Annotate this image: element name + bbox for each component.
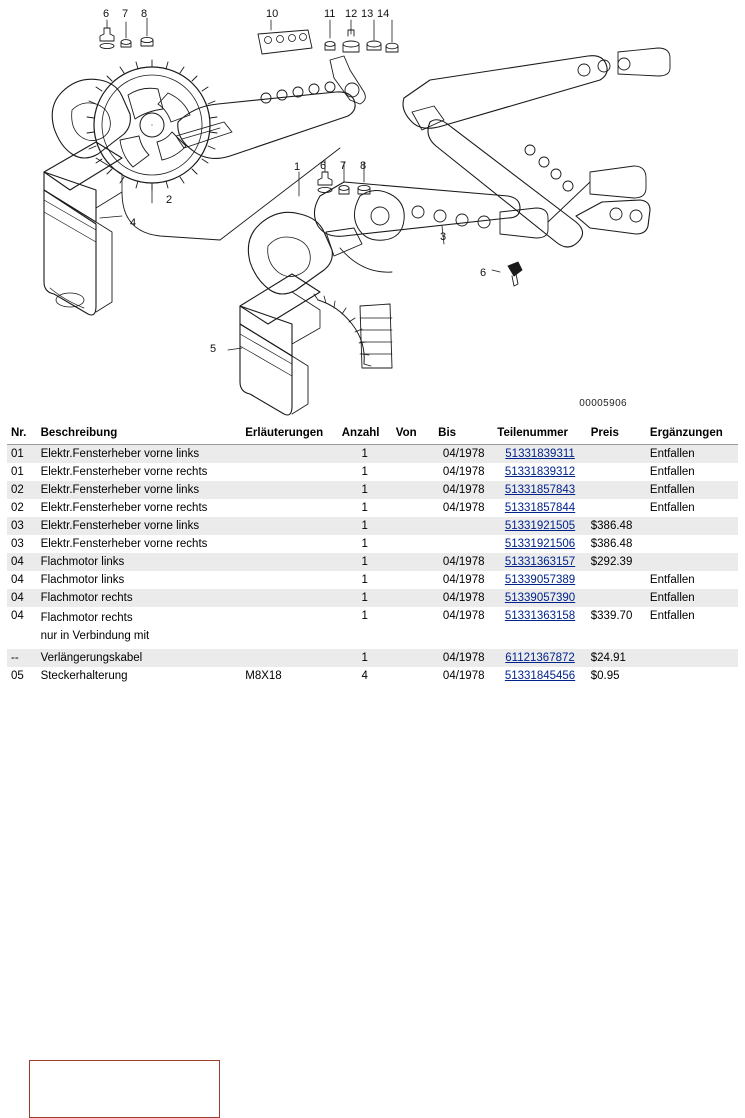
cell-from	[392, 589, 434, 607]
parts-table-container	[0, 424, 745, 685]
cell-to	[434, 517, 493, 535]
callout-1: 1	[294, 161, 301, 173]
cell-qty: 1	[338, 445, 392, 464]
cell-part-number[interactable]	[493, 571, 586, 589]
part-number-link[interactable]: 51331363157	[504, 556, 576, 568]
diagram-code: 00005906	[579, 398, 627, 409]
cell-nr: 03	[7, 517, 37, 535]
parts-table	[7, 424, 738, 685]
description-line: nur in Verbindung mit	[40, 629, 150, 642]
cell-notes	[241, 517, 337, 535]
table-row	[7, 463, 738, 481]
cell-price: $386.48	[587, 517, 646, 535]
parts-table-body	[7, 445, 738, 685]
cell-qty: 1	[338, 553, 392, 571]
cell-to	[434, 535, 493, 553]
callout-11: 11	[324, 8, 336, 20]
table-header-row	[7, 424, 738, 445]
cell-description: Elektr.Fensterheber vorne rechts	[37, 499, 242, 517]
table-row	[7, 667, 738, 685]
cell-notes	[241, 571, 337, 589]
cell-qty: 1	[338, 481, 392, 499]
cell-from	[392, 517, 434, 535]
callout-8-mid: 8	[360, 160, 367, 172]
cell-additions: Entfallen	[646, 481, 738, 499]
cell-additions: Entfallen	[646, 445, 738, 464]
cell-price: $292.39	[587, 553, 646, 571]
cell-description: Verlängerungskabel	[37, 649, 242, 667]
cell-part-number[interactable]	[493, 589, 586, 607]
cell-notes	[241, 499, 337, 517]
cell-from	[392, 463, 434, 481]
cell-to: 04/1978	[434, 499, 493, 517]
cell-qty: 1	[338, 463, 392, 481]
part-number-link[interactable]: 51339057389	[504, 574, 576, 586]
cell-additions: Entfallen	[646, 607, 738, 649]
callout-6-top: 6	[103, 8, 110, 20]
cell-price: $24.91	[587, 649, 646, 667]
cell-to: 04/1978	[434, 589, 493, 607]
part-number-link[interactable]: 51331921505	[504, 520, 576, 532]
cell-part-number[interactable]	[493, 481, 586, 499]
cell-nr: --	[7, 649, 37, 667]
callout-7-top: 7	[122, 8, 129, 20]
cell-description: Flachmotor links	[37, 571, 242, 589]
cell-description: Elektr.Fensterheber vorne rechts	[37, 463, 242, 481]
cell-price	[587, 481, 646, 499]
cell-description: Flachmotor links	[37, 553, 242, 571]
cell-nr: 05	[7, 667, 37, 685]
header-from: Von	[392, 424, 434, 445]
cell-from	[392, 553, 434, 571]
cell-description: Elektr.Fensterheber vorne links	[37, 445, 242, 464]
header-description: Beschreibung	[37, 424, 242, 445]
cell-to: 04/1978	[434, 481, 493, 499]
part-number-link[interactable]: 51339057390	[504, 592, 576, 604]
part-number-link[interactable]: 51331839311	[505, 448, 575, 460]
cell-nr: 04	[7, 589, 37, 607]
header-additions: Ergänzungen	[646, 424, 738, 445]
callout-6-low: 6	[480, 267, 487, 279]
cell-qty: 1	[338, 571, 392, 589]
table-row	[7, 571, 738, 589]
cell-nr: 04	[7, 553, 37, 571]
header-qty: Anzahl	[338, 424, 392, 445]
part-number-link[interactable]: 61121367872	[505, 651, 575, 664]
parts-table-head	[7, 424, 738, 445]
part-number-link[interactable]: 51331857844	[504, 502, 576, 514]
cell-part-number[interactable]	[493, 649, 586, 667]
cell-part-number[interactable]	[493, 535, 586, 553]
cell-description: Steckerhalterung	[37, 667, 242, 685]
callout-7-mid: 7	[340, 160, 347, 172]
part-number-link[interactable]: 51331845456	[504, 669, 576, 682]
header-part-number: Teilenummer	[493, 424, 586, 445]
cell-nr: 02	[7, 481, 37, 499]
callout-5: 5	[210, 343, 217, 355]
parts-diagram	[0, 0, 745, 420]
cell-notes	[241, 463, 337, 481]
cell-price	[587, 571, 646, 589]
cell-notes	[241, 607, 337, 649]
cell-from	[392, 667, 434, 685]
header-nr: Nr.	[7, 424, 37, 445]
cell-part-number[interactable]	[493, 445, 586, 464]
callout-14: 14	[377, 8, 390, 20]
cell-to: 04/1978	[434, 445, 493, 464]
cell-qty: 1	[338, 535, 392, 553]
cell-part-number[interactable]	[493, 607, 586, 649]
cell-nr: 03	[7, 535, 37, 553]
cell-qty: 1	[338, 649, 392, 667]
cell-price	[587, 499, 646, 517]
cell-notes	[241, 649, 337, 667]
cell-additions	[646, 553, 738, 571]
cell-to: 04/1978	[434, 667, 493, 685]
cell-additions: Entfallen	[646, 463, 738, 481]
table-row	[7, 481, 738, 499]
header-to: Bis	[434, 424, 493, 445]
cell-from	[392, 649, 434, 667]
cell-to: 04/1978	[434, 607, 493, 649]
cell-to: 04/1978	[434, 463, 493, 481]
cell-nr: 04	[7, 607, 37, 649]
cell-nr: 01	[7, 463, 37, 481]
cell-description	[37, 607, 242, 649]
cell-from	[392, 535, 434, 553]
cell-additions: Entfallen	[646, 571, 738, 589]
cell-additions	[646, 517, 738, 535]
callout-12: 12	[345, 8, 358, 20]
cell-price: $339.70	[587, 607, 646, 649]
callout-6-mid: 6	[320, 160, 327, 172]
highlight-box	[29, 1060, 220, 1118]
cell-additions	[646, 649, 738, 667]
callout-8-top: 8	[141, 8, 148, 20]
cell-additions: Entfallen	[646, 499, 738, 517]
cell-description: Elektr.Fensterheber vorne links	[37, 517, 242, 535]
cell-nr: 02	[7, 499, 37, 517]
table-row	[7, 649, 738, 667]
cell-qty: 1	[338, 607, 392, 649]
cell-notes	[241, 589, 337, 607]
description-line: Flachmotor rechts	[40, 612, 133, 624]
cell-description: Elektr.Fensterheber vorne rechts	[37, 535, 242, 553]
callout-2: 2	[166, 194, 173, 206]
table-row	[7, 535, 738, 553]
cell-from	[392, 445, 434, 464]
part-number-link[interactable]: 51331363158	[504, 610, 576, 622]
window-regulator-diagram-svg	[0, 0, 745, 420]
table-row	[7, 553, 738, 571]
cell-qty: 4	[338, 667, 392, 685]
cell-part-number[interactable]	[493, 553, 586, 571]
cell-from	[392, 571, 434, 589]
cell-to: 04/1978	[434, 649, 493, 667]
cell-notes	[241, 445, 337, 464]
callout-3: 3	[440, 231, 447, 243]
cell-additions	[646, 667, 738, 685]
callout-13: 13	[361, 8, 374, 20]
cell-qty: 1	[338, 589, 392, 607]
header-notes: Erläuterungen	[241, 424, 337, 445]
cell-nr: 04	[7, 571, 37, 589]
cell-notes: M8X18	[241, 667, 337, 685]
cell-part-number[interactable]	[493, 499, 586, 517]
cell-price	[587, 463, 646, 481]
callout-10: 10	[266, 8, 279, 20]
cell-part-number[interactable]	[493, 667, 586, 685]
cell-notes	[241, 481, 337, 499]
cell-additions	[646, 535, 738, 553]
table-row	[7, 445, 738, 464]
cell-part-number[interactable]	[493, 463, 586, 481]
cell-part-number[interactable]	[493, 517, 586, 535]
cell-to: 04/1978	[434, 553, 493, 571]
table-row	[7, 607, 738, 649]
part-number-link[interactable]: 51331857843	[504, 484, 576, 496]
part-number-link[interactable]: 51331921506	[504, 538, 576, 550]
table-row	[7, 589, 738, 607]
header-price: Preis	[587, 424, 646, 445]
table-row	[7, 499, 738, 517]
cell-from	[392, 607, 434, 649]
cell-description: Elektr.Fensterheber vorne links	[37, 481, 242, 499]
cell-price: $386.48	[587, 535, 646, 553]
cell-price	[587, 445, 646, 464]
callout-4: 4	[130, 217, 137, 229]
cell-notes	[241, 535, 337, 553]
cell-qty: 1	[338, 517, 392, 535]
cell-price: $0.95	[587, 667, 646, 685]
cell-additions: Entfallen	[646, 589, 738, 607]
cell-price	[587, 589, 646, 607]
cell-from	[392, 499, 434, 517]
table-row	[7, 517, 738, 535]
cell-notes	[241, 553, 337, 571]
cell-qty: 1	[338, 499, 392, 517]
part-number-link[interactable]: 51331839312	[504, 466, 576, 478]
cell-from	[392, 481, 434, 499]
cell-description: Flachmotor rechts	[37, 589, 242, 607]
cell-to: 04/1978	[434, 571, 493, 589]
cell-nr: 01	[7, 445, 37, 464]
